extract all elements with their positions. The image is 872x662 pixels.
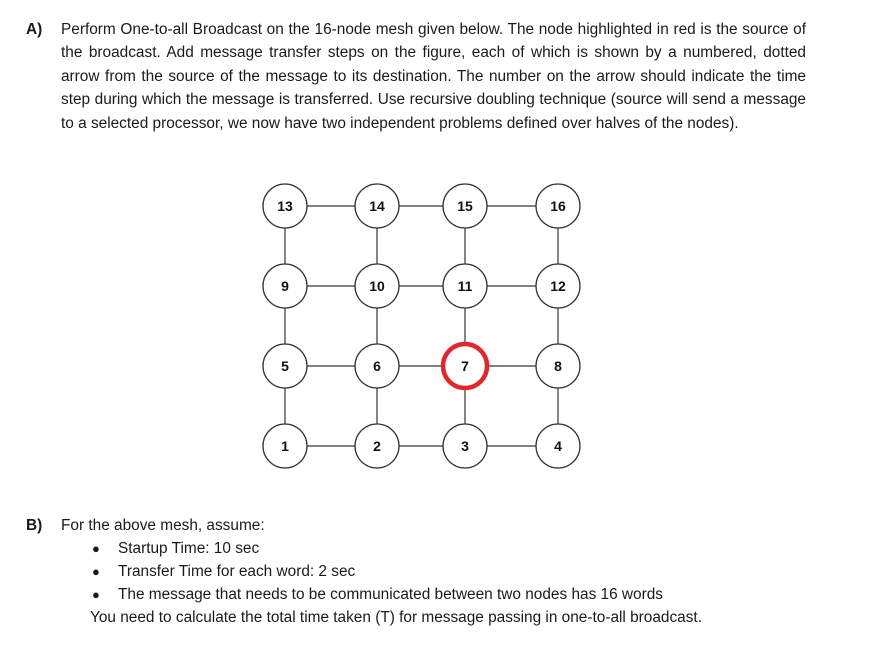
node-label: 15 [457, 198, 473, 214]
mesh-node-1 [263, 424, 307, 468]
part-b-intro: For the above mesh, assume: [61, 517, 265, 534]
node-label: 14 [369, 198, 385, 214]
node-label: 7 [461, 358, 469, 374]
assumption-text: Transfer Time for each word: 2 sec [118, 563, 356, 580]
node-label: 5 [281, 358, 289, 374]
mesh-node-10 [355, 264, 399, 308]
source-node-7 [443, 344, 487, 388]
node-label: 11 [457, 278, 473, 294]
part-b [26, 514, 826, 629]
mesh-node-2 [355, 424, 399, 468]
node-label: 2 [373, 438, 381, 454]
assumption-text: The message that needs to be communicated between two nodes has 16 words [118, 586, 663, 603]
node-label: 12 [550, 278, 566, 294]
assumption-transfer [26, 560, 826, 583]
node-label: 10 [369, 278, 385, 294]
mesh-node-11 [443, 264, 487, 308]
bullet-icon: ● [92, 541, 100, 556]
mesh-node-3 [443, 424, 487, 468]
node-label: 9 [281, 278, 289, 294]
part-b-label: B) [26, 517, 43, 534]
mesh-node-16 [536, 184, 580, 228]
assumption-startup [26, 537, 826, 560]
part-a-label: A) [26, 21, 43, 38]
assumption-message-size [26, 583, 826, 606]
node-label: 4 [554, 438, 562, 454]
mesh-node-13 [263, 184, 307, 228]
part-b-question: You need to calculate the total time taken (T) for message passing in one-to-all broadcast. [90, 609, 702, 626]
node-label: 1 [281, 438, 289, 454]
node-label: 3 [461, 438, 469, 454]
node-label: 16 [550, 198, 566, 214]
mesh-node-14 [355, 184, 399, 228]
part-a-text: Perform One-to-all Broadcast on the 16-node mesh given below. The node highlighted in red is the source of the broadcast. Add message transfer steps on the figure, each of which is shown by a numbered, dotted arrow from the source of the message to its destination. The number on the arrow should indicate the time step during which the message is transferred. Use recursive doubling technique (source will send a message to a selected processor, we now have two independent problems defined over halves of the nodes). [61, 21, 806, 132]
node-label: 6 [373, 358, 381, 374]
assumptions-list [26, 537, 826, 606]
mesh-node-15 [443, 184, 487, 228]
mesh-node-12 [536, 264, 580, 308]
bullet-icon: ● [92, 587, 100, 602]
node-label: 8 [554, 358, 562, 374]
mesh-nodes [263, 184, 580, 468]
mesh-node-8 [536, 344, 580, 388]
mesh-node-6 [355, 344, 399, 388]
node-label: 13 [277, 198, 293, 214]
bullet-icon: ● [92, 564, 100, 579]
assumption-text: Startup Time: 10 sec [118, 540, 260, 557]
mesh-node-4 [536, 424, 580, 468]
mesh-edges [285, 206, 558, 446]
mesh-node-9 [263, 264, 307, 308]
mesh-node-5 [263, 344, 307, 388]
